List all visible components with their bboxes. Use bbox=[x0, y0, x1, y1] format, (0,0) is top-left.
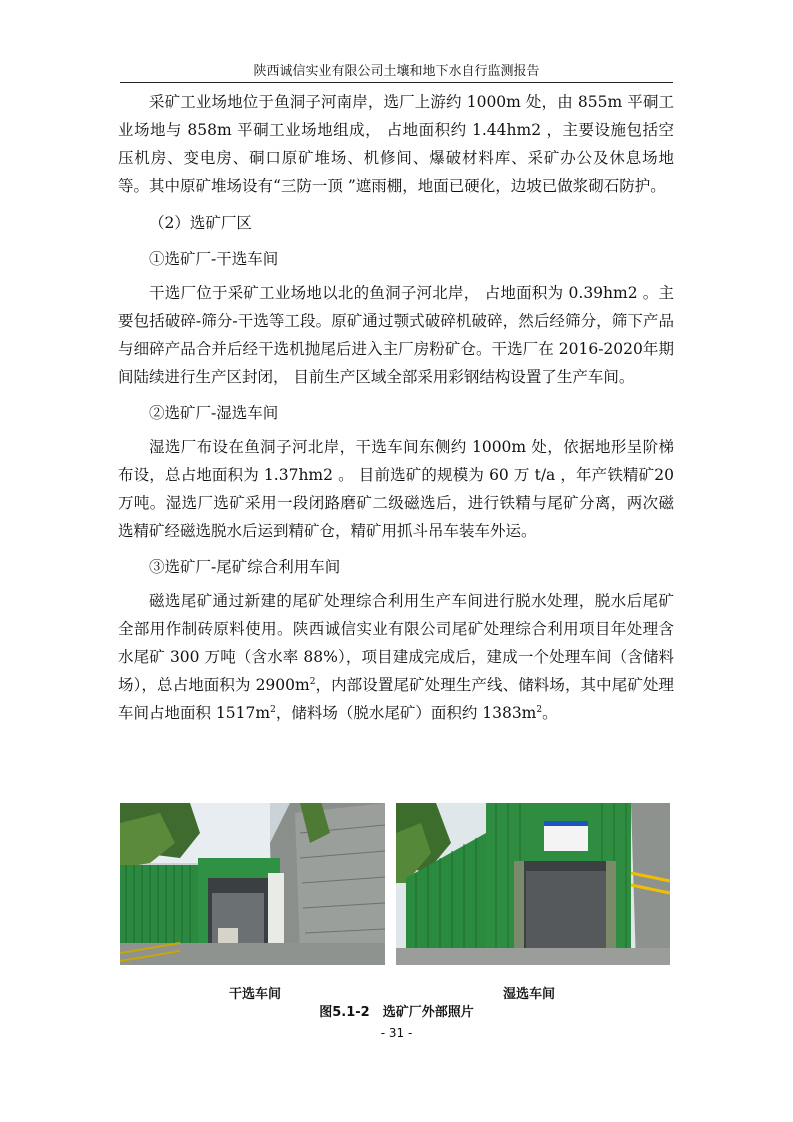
subheading-wet-workshop: ②选矿厂-湿选车间 bbox=[149, 404, 279, 422]
tailings-text-2: ，内部设置尾矿处理生产线、储料场，其中尾矿处理车间占地面积 1517m bbox=[118, 676, 674, 722]
subheading-tailings-workshop: ③选矿厂-尾矿综合利用车间 bbox=[149, 558, 341, 576]
paragraph-tailings-workshop bbox=[118, 587, 674, 727]
paragraph-wet-workshop: 湿选厂布设在鱼洞子河北岸，干选车间东侧约 1000m 处，依据地形呈阶梯布设，总占地面积为 1.37hm2 。 目前选矿的规模为 60 万 t/a ，年产铁精矿20万吨。湿选厂选矿采用一段闭路磨矿二级磁选后，进行铁精与尾矿分离，两次磁选精矿经磁选脱水后运到精矿仓，精矿用抓斗吊车装车外运。 bbox=[118, 438, 674, 540]
page-header: 陕西诚信实业有限公司土壤和地下水自行监测报告 bbox=[253, 64, 540, 79]
superscript: 2 bbox=[270, 704, 276, 715]
paragraph-mining-site: 采矿工业场地位于鱼洞子河南岸，选厂上游约 1000m 处，由 855m 平硐工业场地与 858m 平硐工业场地组成， 占地面积约 1.44hm2 ，主要设施包括空压机房、变电房、硐口原矿堆场、机修间、爆破材料库、采矿办公及休息场地等。其中原矿堆场设有“三防一顶 ”遮雨棚，地面已硬化，边坡已做浆砌石防护。 bbox=[118, 93, 674, 195]
photo-dry-workshop bbox=[120, 803, 385, 965]
figure-title: 图5.1-2 选矿厂外部照片 bbox=[319, 1005, 474, 1020]
section-heading-plant: （2）选矿厂区 bbox=[149, 214, 252, 232]
photo-wet-workshop bbox=[396, 803, 670, 965]
page-number: - 31 - bbox=[380, 1026, 413, 1040]
header-rule bbox=[120, 82, 673, 83]
subheading-dry-workshop: ①选矿厂-干选车间 bbox=[149, 250, 279, 268]
paragraph-dry-workshop: 干选厂位于采矿工业场地以北的鱼洞子河北岸， 占地面积为 0.39hm2 。主要包括破碎-筛分-干选等工段。原矿通过颚式破碎机破碎，然后经筛分，筛下产品与细碎产品合并后经干选机抛尾后进入主厂房粉矿仓。干选厂在 2016-2020年期间陆续进行生产区封闭， 目前生产区域全部采用彩钢结构设置了生产车间。 bbox=[118, 284, 674, 386]
tailings-text-4: 。 bbox=[542, 704, 558, 722]
tailings-text-3: ，储料场（脱水尾矿）面积约 1383m bbox=[275, 704, 537, 722]
body-text bbox=[118, 88, 674, 727]
superscript: 2 bbox=[536, 704, 543, 715]
superscript: 2 bbox=[309, 676, 316, 687]
caption-wet-workshop: 湿选车间 bbox=[502, 987, 555, 1002]
caption-dry-workshop: 干选车间 bbox=[228, 987, 281, 1002]
tailings-text-1: 磁选尾矿通过新建的尾矿处理综合利用生产车间进行脱水处理，脱水后尾矿全部用作制砖原料使用。陕西诚信实业有限公司尾矿处理综合利用项目年处理含水尾矿 300 万吨（含水率 88%），项目建成完成后，建成一个处理车间（含储料场），总占地面积为 2900m bbox=[118, 592, 674, 694]
